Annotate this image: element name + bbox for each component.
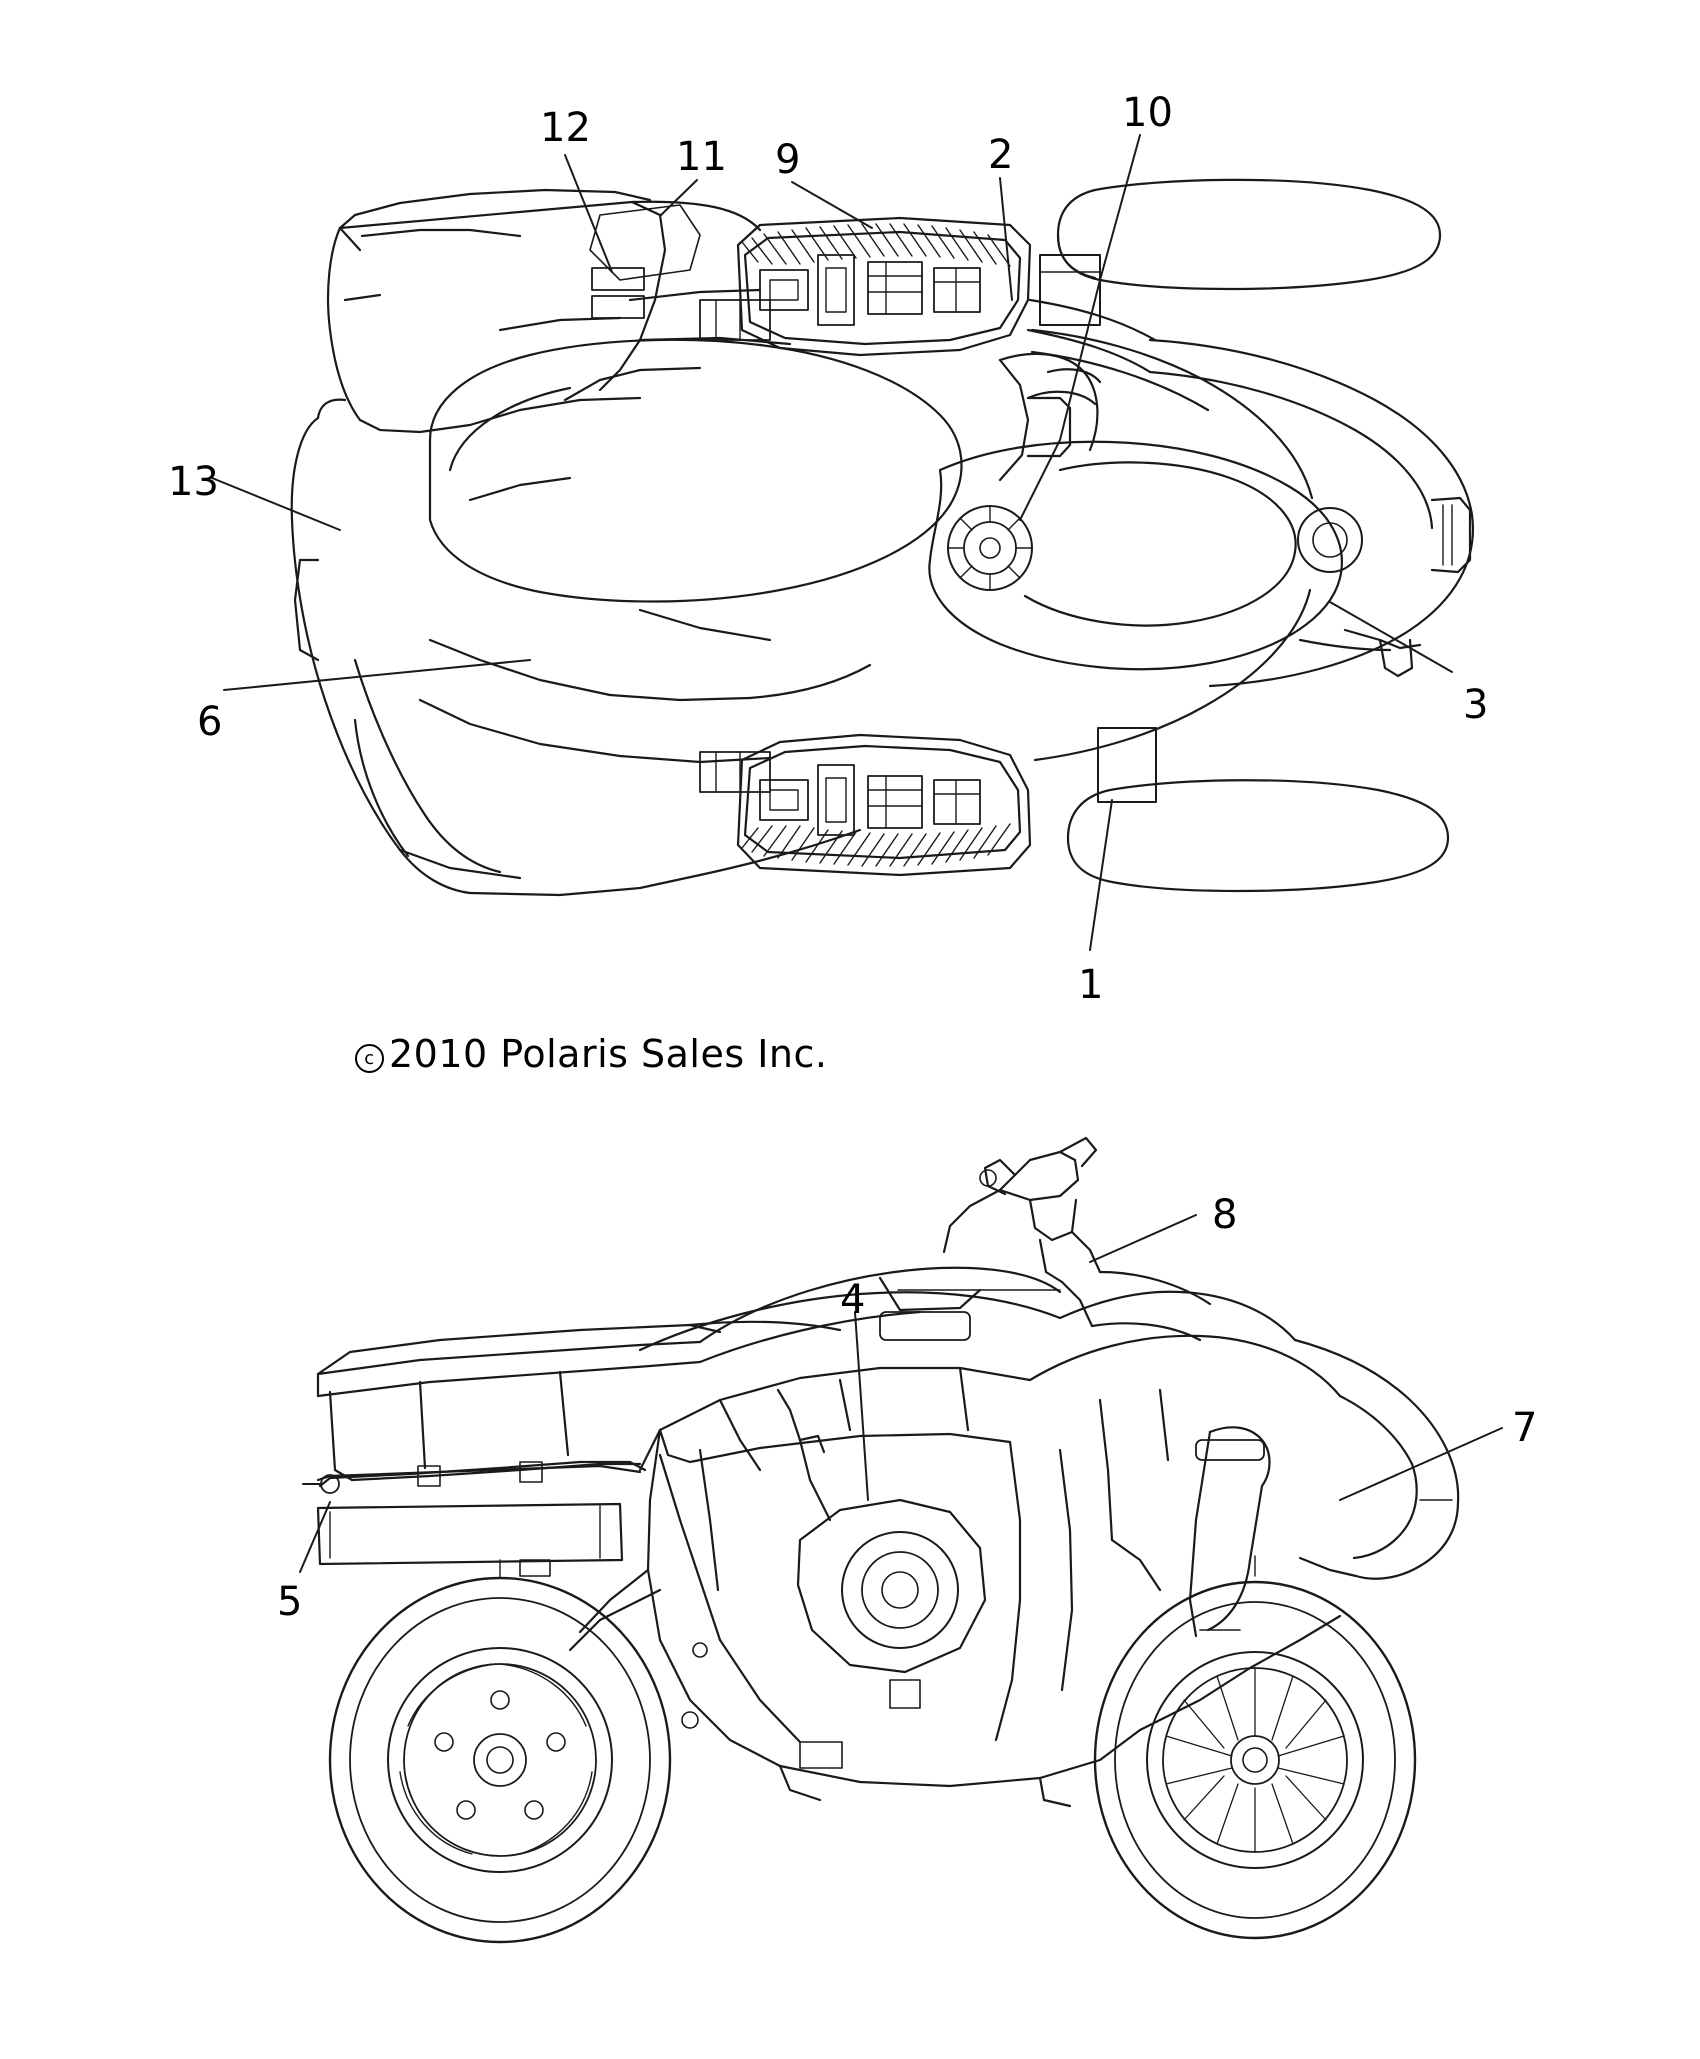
top-view-group xyxy=(292,180,1473,895)
copyright-symbol-icon: c xyxy=(355,1044,384,1073)
callout-12: 12 xyxy=(540,105,591,151)
callout-3: 3 xyxy=(1463,682,1489,728)
callout-6: 6 xyxy=(197,699,223,745)
side-view-group xyxy=(303,1138,1458,1942)
copyright-notice xyxy=(355,1032,827,1076)
callout-1: 1 xyxy=(1078,962,1104,1008)
copyright-text: 2010 Polaris Sales Inc. xyxy=(389,1032,828,1076)
callout-5: 5 xyxy=(277,1579,303,1625)
callout-9: 9 xyxy=(775,137,801,183)
callout-2: 2 xyxy=(988,132,1014,178)
callout-10: 10 xyxy=(1122,90,1173,136)
callout-13: 13 xyxy=(168,459,219,505)
callout-8: 8 xyxy=(1212,1192,1238,1238)
callout-4: 4 xyxy=(840,1277,866,1323)
callout-7: 7 xyxy=(1512,1405,1538,1451)
callout-11: 11 xyxy=(676,134,727,180)
